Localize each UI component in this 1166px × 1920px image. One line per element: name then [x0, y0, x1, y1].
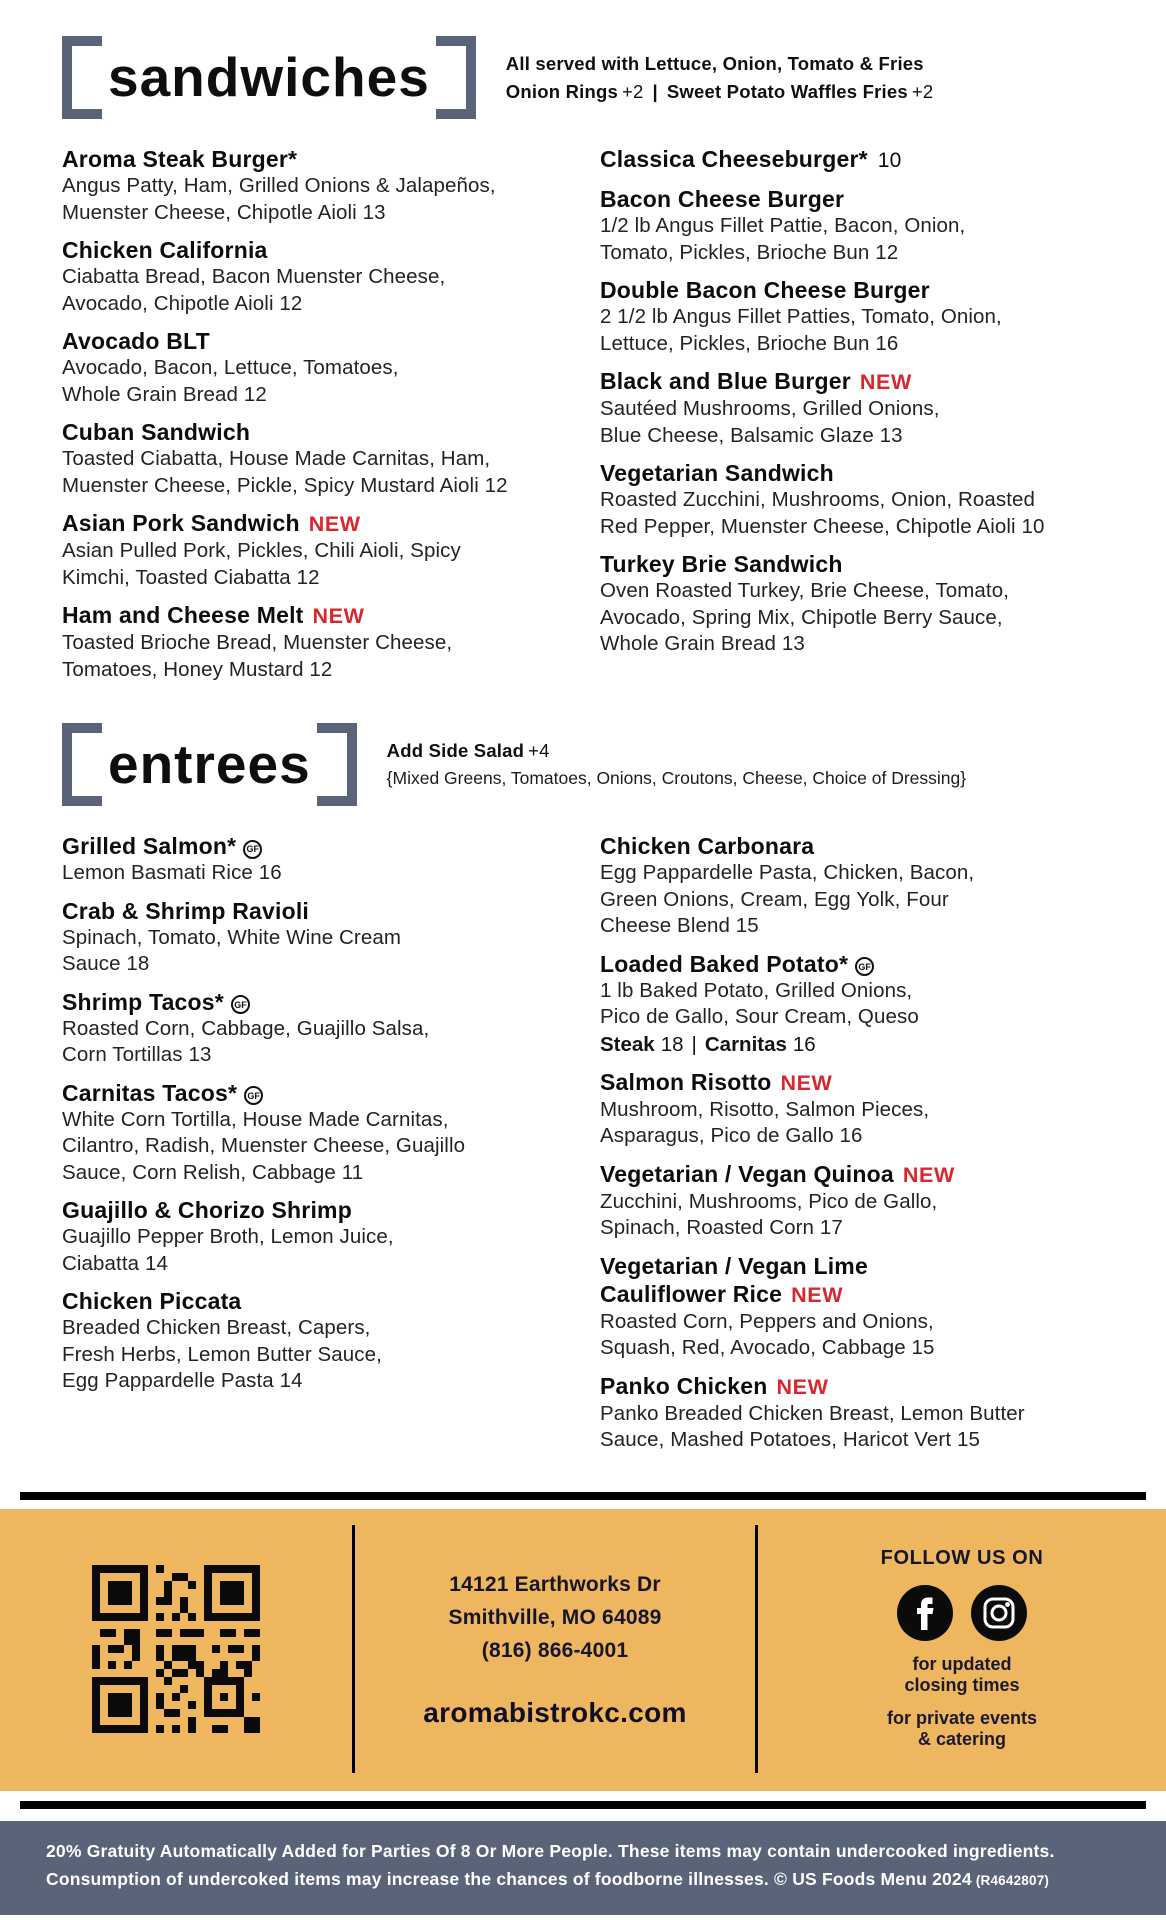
sandwiches-note-line2: [506, 78, 934, 106]
gluten-free-icon: GF: [243, 840, 262, 859]
item-description: Mushroom, Risotto, Salmon Pieces, Asparagus, Pico de Gallo 16: [600, 1097, 930, 1147]
item-variants: [600, 1031, 1160, 1058]
item-description: Spinach, Tomato, White Wine Cream Sauce 18: [62, 925, 402, 975]
item-name: Vegetarian Sandwich: [600, 460, 834, 486]
addon-price: +2: [621, 80, 644, 102]
footer-social-column: [758, 1525, 1166, 1773]
item-name: Bacon Cheese Burger: [600, 186, 845, 212]
item-description: 1 lb Baked Potato, Grilled Onions, Pico de Gallo, Sour Cream, Queso: [600, 978, 919, 1028]
new-badge: NEW: [308, 512, 361, 536]
item-description: Breaded Chicken Breast, Capers, Fresh Herbs, Lemon Butter Sauce, Egg Pappardelle Pasta 14: [62, 1316, 382, 1392]
addon-sweet-potato-fries: Sweet Potato Waffles Fries: [666, 80, 908, 102]
item-name: Turkey Brie Sandwich: [600, 551, 843, 577]
item-description: Sautéed Mushrooms, Grilled Onions, Blue Cheese, Balsamic Glaze 13: [600, 397, 940, 447]
addon-onion-rings: Onion Rings: [505, 80, 618, 102]
variant-price: 16: [792, 1032, 816, 1056]
item-name: Classica Cheeseburger*: [600, 146, 868, 172]
footer-top-rule: [20, 1492, 1146, 1500]
sandwiches-note-line1: All served with Lettuce, Onion, Tomato & Fries: [505, 52, 924, 74]
menu-item: [600, 832, 1160, 940]
follow-us-heading: FOLLOW US ON: [880, 1547, 1044, 1569]
entrees-right-column: [600, 832, 1160, 1464]
menu-item: [62, 327, 600, 408]
item-name: Chicken Piccata: [62, 1288, 242, 1314]
item-name: Cuban Sandwich: [62, 419, 251, 445]
item-description: Guajillo Pepper Broth, Lemon Juice, Ciabatta 14: [62, 1225, 394, 1275]
menu-item: [600, 276, 1160, 357]
sandwiches-bracket: [62, 36, 476, 119]
gluten-free-icon: GF: [855, 957, 874, 976]
closing-times-note: for updated closing times: [904, 1654, 1020, 1695]
menu-item: [600, 550, 1160, 658]
item-name: Vegetarian / Vegan Lime: [600, 1252, 868, 1279]
separator: |: [652, 80, 658, 102]
item-description: Roasted Zucchini, Mushrooms, Onion, Roasted Red Pepper, Muenster Cheese, Chipotle Aioli 10: [600, 488, 1045, 538]
item-description: White Corn Tortilla, House Made Carnitas, Cilantro, Radish, Muenster Cheese, Guajillo Sauce, Corn Relish, Cabbage 11: [62, 1107, 466, 1184]
menu-item: [600, 1160, 1160, 1242]
item-name-line2: Cauliflower Rice: [600, 1280, 783, 1307]
right-bracket-icon: [436, 36, 476, 119]
footer: [0, 1509, 1166, 1791]
item-name: Aroma Steak Burger*: [62, 146, 298, 172]
section-title-sandwiches: sandwiches: [108, 46, 430, 108]
entrees-note-line2: {Mixed Greens, Tomatoes, Onions, Croutons, Cheese, Choice of Dressing}: [386, 768, 967, 788]
menu-item: [62, 601, 600, 683]
item-name: Chicken Carbonara: [600, 833, 815, 859]
item-name: Shrimp Tacos*: [62, 988, 224, 1015]
item-name: Salmon Risotto: [600, 1068, 772, 1095]
left-bracket-icon: [62, 36, 102, 119]
new-badge: NEW: [859, 370, 912, 394]
disclaimer-line2: Consumption of undercoked items may increase the chances of foodborne illnesses. © US Foods Menu 2024 (R4642807): [46, 1868, 1050, 1889]
new-badge: NEW: [791, 1282, 844, 1307]
private-events-note: for private events & catering: [886, 1708, 1038, 1749]
variant-label: Steak: [600, 1032, 655, 1056]
new-badge: NEW: [780, 1070, 833, 1095]
menu-item: [62, 988, 600, 1069]
menu-item: [62, 509, 600, 591]
menu-item: [62, 418, 600, 499]
gluten-free-icon: GF: [231, 995, 250, 1014]
entrees-left-column: [62, 832, 600, 1464]
item-description: 2 1/2 lb Angus Fillet Patties, Tomato, Onion, Lettuce, Pickles, Brioche Bun 16: [600, 305, 1002, 355]
item-name: Grilled Salmon*: [62, 833, 237, 859]
addon-price: +4: [528, 740, 550, 761]
item-name: Crab & Shrimp Ravioli: [62, 897, 310, 924]
item-description: Asian Pulled Pork, Pickles, Chili Aioli, Spicy Kimchi, Toasted Ciabatta 12: [62, 539, 461, 589]
addon-price: +2: [911, 80, 934, 102]
entrees-note-line1: [387, 737, 966, 765]
menu-item: [62, 897, 600, 978]
website-url: aromabistrokc.com: [423, 1697, 687, 1728]
facebook-icon: [896, 1584, 954, 1642]
item-description: Panko Breaded Chicken Breast, Lemon Butter Sauce, Mashed Potatoes, Haricot Vert 15: [600, 1401, 1025, 1451]
item-price: 10: [877, 149, 902, 172]
item-description: Zucchini, Mushrooms, Pico de Gallo, Spinach, Roasted Corn 17: [600, 1189, 938, 1239]
menu-item: [600, 459, 1160, 540]
item-name: Vegetarian / Vegan Quinoa: [600, 1160, 894, 1187]
item-name: Ham and Cheese Melt: [62, 602, 304, 628]
item-description: 1/2 lb Angus Fillet Pattie, Bacon, Onion, Tomato, Pickles, Brioche Bun 12: [600, 214, 966, 264]
address-line1: 14121 Earthworks Dr: [449, 1573, 661, 1596]
section-title-entrees: entrees: [108, 733, 311, 795]
phone-number: (816) 866-4001: [481, 1639, 629, 1662]
item-description: Roasted Corn, Cabbage, Guajillo Salsa, Corn Tortillas 13: [62, 1016, 430, 1066]
sandwiches-body: [0, 145, 1166, 693]
item-description: Toasted Brioche Bread, Muenster Cheese, Tomatoes, Honey Mustard 12: [62, 631, 453, 681]
menu-reference-code: (R4642807): [975, 1872, 1050, 1888]
entrees-body: [0, 832, 1166, 1464]
item-name: Double Bacon Cheese Burger: [600, 277, 930, 303]
menu-item: [600, 1068, 1160, 1150]
menu-item: [600, 145, 1160, 175]
footer-contact-column: [355, 1525, 755, 1773]
item-name: Chicken California: [62, 237, 268, 263]
item-name: Asian Pork Sandwich: [62, 510, 300, 536]
item-description: Egg Pappardelle Pasta, Chicken, Bacon, Green Onions, Cream, Egg Yolk, Four Cheese Blend 15: [600, 861, 975, 937]
menu-item: [600, 185, 1160, 266]
menu-item: [600, 1252, 1160, 1362]
item-description: Toasted Ciabatta, House Made Carnitas, Ham, Muenster Cheese, Pickle, Spicy Mustard Aioli 12: [62, 447, 508, 497]
sandwiches-header: [62, 36, 1166, 119]
new-badge: NEW: [902, 1162, 955, 1187]
item-name: Avocado BLT: [62, 328, 210, 354]
item-description: Avocado, Bacon, Lettuce, Tomatoes, Whole Grain Bread 12: [62, 356, 399, 406]
item-name: Black and Blue Burger: [600, 368, 851, 394]
menu-item: [62, 1287, 600, 1395]
address-line2: Smithville, MO 64089: [448, 1606, 662, 1629]
item-name: Carnitas Tacos*: [62, 1079, 238, 1106]
new-badge: NEW: [312, 604, 365, 628]
gluten-free-icon: GF: [244, 1086, 263, 1105]
entrees-bracket: [62, 723, 357, 806]
disclaimer-line1: 20% Gratuity Automatically Added for Parties Of 8 Or More People. These items may contain undercooked ingredients.: [46, 1840, 1055, 1861]
menu-item: [600, 367, 1160, 449]
menu-item: [600, 950, 1160, 1058]
footer-qr-column: [0, 1525, 352, 1773]
instagram-icon: [970, 1584, 1028, 1642]
variant-price: 18: [660, 1032, 684, 1056]
item-description: Roasted Corn, Peppers and Onions, Squash, Red, Avocado, Cabbage 15: [600, 1309, 935, 1359]
item-description: Oven Roasted Turkey, Brie Cheese, Tomato, Avocado, Spring Mix, Chipotle Berry Sauce, Whole Grain Bread 13: [600, 579, 1009, 655]
sandwiches-note: [506, 50, 934, 106]
menu-item: [600, 1372, 1160, 1454]
footer-bottom-rule: [20, 1801, 1146, 1809]
add-side-salad-label: Add Side Salad: [386, 740, 525, 761]
item-name: Panko Chicken: [600, 1372, 768, 1399]
menu-item: [62, 145, 600, 226]
new-badge: NEW: [776, 1374, 829, 1399]
qr-code: [92, 1565, 260, 1733]
social-icons: [896, 1584, 1028, 1642]
entrees-header: [62, 723, 1166, 806]
entrees-note: [387, 737, 966, 792]
menu-item: [62, 236, 600, 317]
item-description: Lemon Basmati Rice 16: [62, 861, 282, 884]
item-description: Angus Patty, Ham, Grilled Onions & Jalapeños, Muenster Cheese, Chipotle Aioli 13: [62, 174, 496, 224]
item-name: Loaded Baked Potato*: [600, 950, 849, 977]
menu-item: [62, 1079, 600, 1187]
variant-label: Carnitas: [704, 1032, 787, 1056]
menu-item: [62, 832, 600, 887]
left-bracket-icon: [62, 723, 102, 806]
menu-item: [62, 1196, 600, 1277]
item-description: Ciabatta Bread, Bacon Muenster Cheese, Avocado, Chipotle Aioli 12: [62, 265, 446, 315]
disclaimer-bar: [0, 1821, 1166, 1915]
sandwiches-right-column: [600, 145, 1160, 693]
right-bracket-icon: [317, 723, 357, 806]
sandwiches-left-column: [62, 145, 600, 693]
separator: |: [691, 1032, 697, 1056]
item-name: Guajillo & Chorizo Shrimp: [62, 1197, 352, 1223]
